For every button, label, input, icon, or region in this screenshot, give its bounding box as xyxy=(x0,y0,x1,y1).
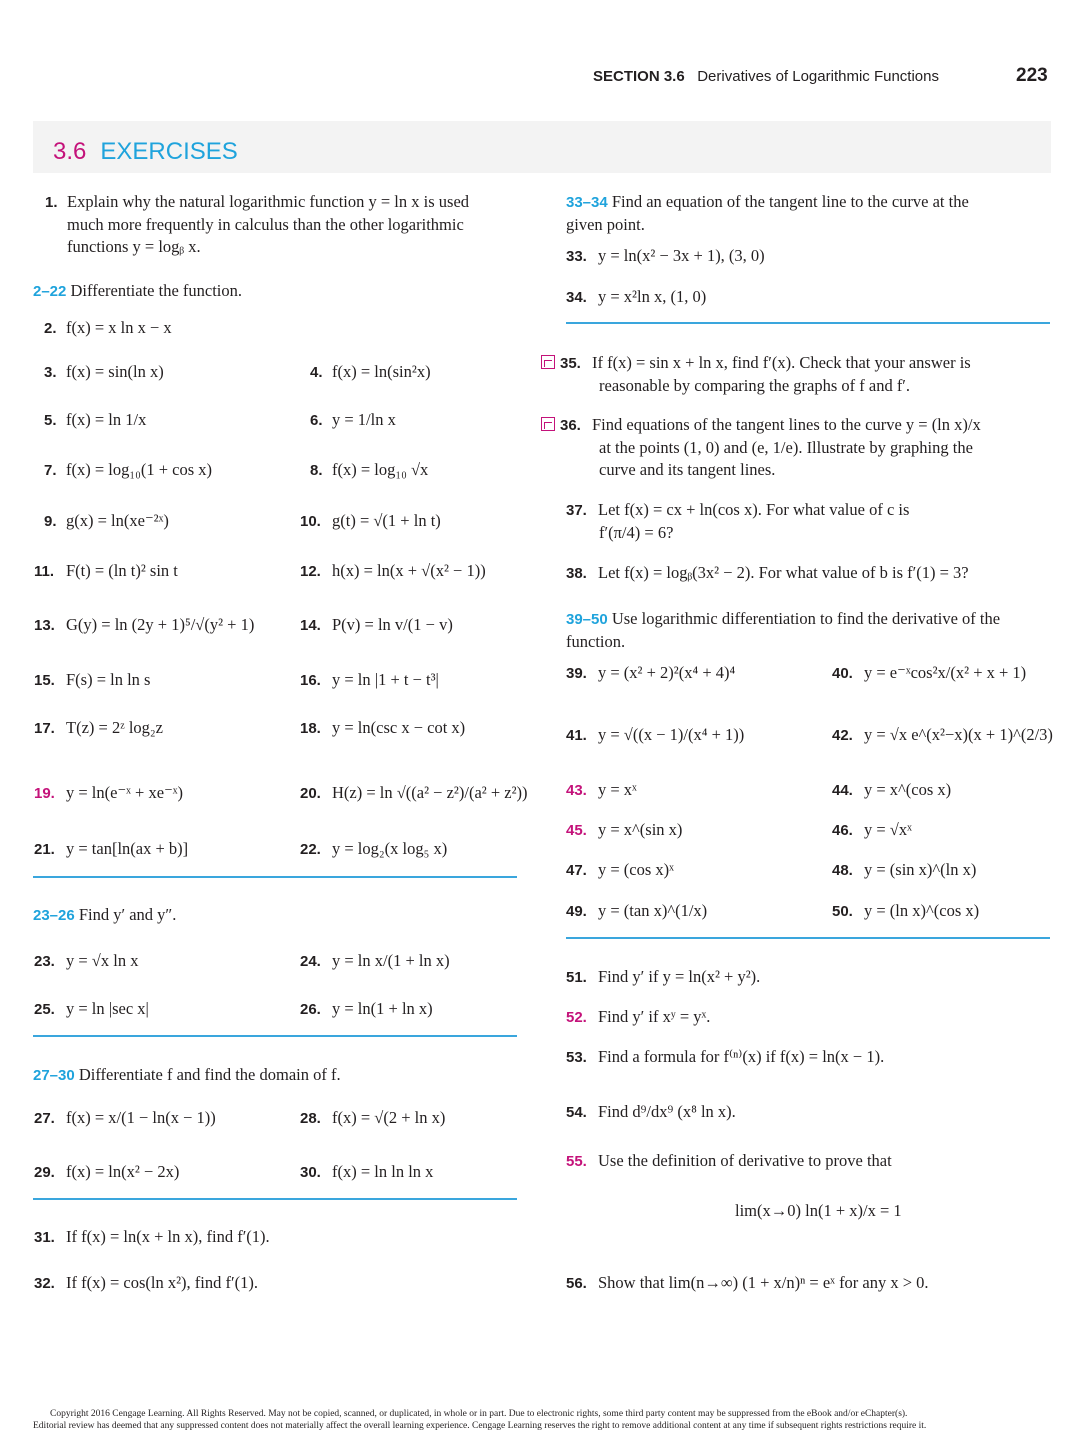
group-instruction: Find an equation of the tangent line to the curve at the xyxy=(611,192,969,211)
exercise-expr: y = e⁻ˣcos²x/(x² + x + 1) xyxy=(864,663,1027,682)
exercise-number: 38. xyxy=(566,565,587,582)
page-number: 223 xyxy=(1016,65,1048,86)
exercise-expr: y = ln(e⁻ˣ + xe⁻ˣ) xyxy=(66,783,184,802)
exercise-number: 15. xyxy=(34,672,55,689)
exercise-42 xyxy=(832,724,1053,747)
exercise-number: 35. xyxy=(560,355,581,372)
exercise-expr: Use the definition of derivative to prove that xyxy=(598,1151,892,1170)
exercise-number: 8. xyxy=(310,462,323,479)
exercise-number: 24. xyxy=(300,953,321,970)
exercise-number: 2. xyxy=(44,320,57,337)
exercise-number: 50. xyxy=(832,903,853,920)
exercise-expr: Find y′ if xʸ = yˣ. xyxy=(598,1007,711,1026)
exercise-14 xyxy=(300,614,453,637)
exercise-text: f′(π/4) = 6? xyxy=(599,523,674,542)
exercise-number: 17. xyxy=(34,720,55,737)
exercise-expr: Find y′ if y = ln(x² + y²). xyxy=(598,967,761,986)
exercise-number: 25. xyxy=(34,1001,55,1018)
exercise-20 xyxy=(300,782,528,805)
exercise-expr: f(x) = log₁₀ √x xyxy=(332,460,429,479)
exercise-number: 21. xyxy=(34,841,55,858)
exercise-number: 6. xyxy=(310,412,323,429)
group-instruction: Differentiate f and find the domain of f. xyxy=(78,1065,341,1084)
exercise-expr: y = x²ln x, (1, 0) xyxy=(598,287,707,306)
exercise-number: 47. xyxy=(566,862,587,879)
exercise-number: 20. xyxy=(300,785,321,802)
group-range: 33–34 xyxy=(566,194,608,211)
exercise-expr: y = √xˣ xyxy=(864,820,912,839)
exercise-expr: y = ln |1 + t − t³| xyxy=(332,670,439,689)
exercise-19 xyxy=(34,782,183,805)
exercise-21 xyxy=(34,838,188,861)
exercise-28 xyxy=(300,1107,445,1130)
section-number: 3.6 xyxy=(53,138,87,165)
exercise-number: 48. xyxy=(832,862,853,879)
exercise-30 xyxy=(300,1161,433,1184)
running-header xyxy=(593,68,939,85)
exercise-34 xyxy=(566,286,706,309)
exercise-expr: T(z) = 2ᶻ log₂z xyxy=(66,718,164,737)
exercise-40 xyxy=(832,662,1026,685)
exercise-32 xyxy=(34,1272,258,1295)
exercise-expr: y = 1/ln x xyxy=(332,410,396,429)
group-range: 39–50 xyxy=(566,611,608,628)
exercise-expr: G(y) = ln (2y + 1)⁵/√(y² + 1) xyxy=(66,615,255,634)
exercise-41 xyxy=(566,724,744,747)
exercise-25 xyxy=(34,998,149,1021)
exercise-number: 11. xyxy=(34,563,55,580)
exercise-number: 52. xyxy=(566,1009,587,1026)
exercise-number: 13. xyxy=(34,617,55,634)
exercise-expr: y = (sin x)^(ln x) xyxy=(864,860,977,879)
exercise-expr: f(x) = log₁₀(1 + cos x) xyxy=(66,460,213,479)
exercise-45 xyxy=(566,819,682,842)
exercise-number: 33. xyxy=(566,248,587,265)
exercise-16 xyxy=(300,669,439,692)
exercise-51 xyxy=(566,966,760,989)
group-heading-27-30 xyxy=(33,1064,341,1087)
exercise-number: 44. xyxy=(832,782,853,799)
exercise-number: 18. xyxy=(300,720,321,737)
exercise-expr: y = x^(sin x) xyxy=(598,820,683,839)
exercise-expr: y = √x ln x xyxy=(66,951,139,970)
exercise-18 xyxy=(300,717,465,740)
exercise-11 xyxy=(34,560,178,583)
exercise-number: 27. xyxy=(34,1110,55,1127)
exercise-39 xyxy=(566,662,735,685)
exercise-37 xyxy=(566,499,909,544)
exercise-text: Explain why the natural logarithmic function y = ln x is used xyxy=(67,192,470,211)
exercise-49 xyxy=(566,900,707,923)
exercise-expr: Show that lim(n→∞) (1 + x/n)ⁿ = eˣ for any x > 0. xyxy=(598,1273,929,1292)
exercise-text: curve and its tangent lines. xyxy=(599,460,776,479)
exercise-number: 10. xyxy=(300,513,321,530)
exercise-number: 40. xyxy=(832,665,853,682)
exercise-expr: F(s) = ln ln s xyxy=(66,670,151,689)
exercise-expr: y = ln(x² − 3x + 1), (3, 0) xyxy=(598,246,765,265)
exercise-expr: y = tan[ln(ax + b)] xyxy=(66,839,189,858)
exercise-number: 22. xyxy=(300,841,321,858)
exercise-number: 45. xyxy=(566,822,587,839)
exercise-56 xyxy=(566,1272,929,1295)
exercise-36 xyxy=(541,414,981,481)
exercise-expr: g(x) = ln(xe⁻²ˣ) xyxy=(66,511,169,530)
exercise-expr: y = xˣ xyxy=(598,780,637,799)
exercise-number: 14. xyxy=(300,617,321,634)
exercise-expr: y = √((x − 1)/(x⁴ + 1)) xyxy=(598,725,745,744)
exercise-10 xyxy=(300,510,441,533)
exercise-number: 19. xyxy=(34,785,55,802)
exercise-number: 54. xyxy=(566,1104,587,1121)
group-range: 27–30 xyxy=(33,1067,75,1084)
exercise-expr: If f(x) = ln(x + ln x), find f′(1). xyxy=(66,1227,270,1246)
divider xyxy=(566,322,1050,324)
exercise-expr: y = log₂(x log₅ x) xyxy=(332,839,448,858)
exercise-expr: f(x) = ln(x² − 2x) xyxy=(66,1162,180,1181)
exercise-number: 1. xyxy=(45,194,58,211)
exercise-number: 26. xyxy=(300,1001,321,1018)
exercise-6 xyxy=(310,409,396,432)
exercise-number: 49. xyxy=(566,903,587,920)
exercise-24 xyxy=(300,950,450,973)
banner-title: EXERCISES xyxy=(100,138,238,165)
group-instruction: given point. xyxy=(566,215,645,234)
exercise-expr: H(z) = ln √((a² − z²)/(a² + z²)) xyxy=(332,783,528,802)
group-heading-39-50 xyxy=(566,608,1000,653)
exercise-expr: f(x) = ln ln ln x xyxy=(332,1162,434,1181)
exercise-number: 43. xyxy=(566,782,587,799)
exercise-expr: If f(x) = cos(ln x²), find f′(1). xyxy=(66,1273,258,1292)
exercise-number: 9. xyxy=(44,513,57,530)
exercise-38 xyxy=(566,562,969,585)
exercise-number: 31. xyxy=(34,1229,55,1246)
exercise-expr: y = ln(csc x − cot x) xyxy=(332,718,466,737)
exercise-4 xyxy=(310,361,431,384)
exercise-expr: f(x) = ln(sin²x) xyxy=(332,362,431,381)
exercise-8 xyxy=(310,459,428,482)
exercise-expr: f(x) = ln 1/x xyxy=(66,410,147,429)
exercise-number: 28. xyxy=(300,1110,321,1127)
group-instruction: Differentiate the function. xyxy=(70,281,243,300)
exercise-expr: Find d⁹/dx⁹ (x⁸ ln x). xyxy=(598,1102,736,1121)
exercise-33 xyxy=(566,245,765,268)
exercise-55 xyxy=(566,1150,892,1173)
exercise-number: 39. xyxy=(566,665,587,682)
exercise-text: at the points (1, 0) and (e, 1/e). Illustrate by graphing the xyxy=(599,438,973,457)
exercise-number: 34. xyxy=(566,289,587,306)
divider xyxy=(566,937,1050,939)
graphing-calculator-icon xyxy=(541,355,555,369)
exercise-number: 3. xyxy=(44,364,57,381)
exercise-expr: y = (cos x)ˣ xyxy=(598,860,674,879)
exercise-number: 7. xyxy=(44,462,57,479)
exercise-number: 16. xyxy=(300,672,321,689)
exercise-7 xyxy=(44,459,212,482)
exercise-number: 55. xyxy=(566,1153,587,1170)
exercise-number: 5. xyxy=(44,412,57,429)
divider xyxy=(33,876,517,878)
group-instruction: Use logarithmic differentiation to find the derivative of the xyxy=(611,609,1001,628)
group-instruction: function. xyxy=(566,632,626,651)
exercise-35 xyxy=(541,352,971,397)
exercise-expr: y = √x e^(x²−x)(x + 1)^(2/3) xyxy=(864,725,1053,744)
exercise-expr: f(x) = x/(1 − ln(x − 1)) xyxy=(66,1108,216,1127)
exercise-23 xyxy=(34,950,138,973)
exercise-expr: y = ln x/(1 + ln x) xyxy=(332,951,450,970)
exercise-27 xyxy=(34,1107,216,1130)
exercise-number: 42. xyxy=(832,727,853,744)
exercise-expr: f(x) = √(2 + ln x) xyxy=(332,1108,446,1127)
exercise-number: 4. xyxy=(310,364,323,381)
exercise-5 xyxy=(44,409,146,432)
exercise-expr: y = x^(cos x) xyxy=(864,780,952,799)
exercise-12 xyxy=(300,560,486,583)
exercise-expr: h(x) = ln(x + √(x² − 1)) xyxy=(332,561,486,580)
exercise-number: 23. xyxy=(34,953,55,970)
group-heading-2-22 xyxy=(33,280,242,303)
exercise-text: reasonable by comparing the graphs of f and f′. xyxy=(599,376,911,395)
exercise-number: 53. xyxy=(566,1049,587,1066)
exercise-expr: F(t) = (ln t)² sin t xyxy=(66,561,178,580)
section-label: SECTION 3.6 xyxy=(593,68,685,85)
exercise-expr: f(x) = x ln x − x xyxy=(66,318,172,337)
exercise-expr: y = (x² + 2)²(x⁴ + 4)⁴ xyxy=(598,663,736,682)
group-heading-23-26 xyxy=(33,904,176,927)
exercise-17 xyxy=(34,717,163,740)
copyright-line-1: Copyright 2016 Cengage Learning. All Rights Reserved. May not be copied, scanned, or duplicated, in whole or in part. Due to electronic rights, some third party content may be suppressed from the eBook and/or eChapter(s). xyxy=(50,1409,908,1419)
exercise-48 xyxy=(832,859,976,882)
group-range: 23–26 xyxy=(33,907,75,924)
exercise-expr: P(v) = ln v/(1 − v) xyxy=(332,615,453,634)
exercise-2 xyxy=(44,317,172,340)
exercise-expr: f(x) = sin(ln x) xyxy=(66,362,164,381)
exercise-expr: y = (ln x)^(cos x) xyxy=(864,901,980,920)
group-range: 2–22 xyxy=(33,283,67,300)
group-heading-33-34 xyxy=(566,191,969,236)
exercise-expr: g(t) = √(1 + ln t) xyxy=(332,511,441,530)
group-instruction: Find y′ and y″. xyxy=(78,905,177,924)
exercise-text: functions y = logᵦ x. xyxy=(67,237,201,256)
exercise-13 xyxy=(34,614,254,637)
exercise-50 xyxy=(832,900,979,923)
exercise-text: Let f(x) = cx + ln(cos x). For what value of c is xyxy=(598,500,910,519)
exercise-number: 30. xyxy=(300,1164,321,1181)
exercise-number: 32. xyxy=(34,1275,55,1292)
exercise-number: 12. xyxy=(300,563,321,580)
exercise-1 xyxy=(45,191,469,258)
divider xyxy=(33,1198,517,1200)
exercise-expr: Find a formula for f⁽ⁿ⁾(x) if f(x) = ln(x − 1). xyxy=(598,1047,885,1066)
exercise-22 xyxy=(300,838,447,861)
exercise-52 xyxy=(566,1006,710,1029)
exercise-26 xyxy=(300,998,433,1021)
exercise-number: 56. xyxy=(566,1275,587,1292)
exercises-title xyxy=(53,138,238,166)
exercise-15 xyxy=(34,669,150,692)
exercise-text: much more frequently in calculus than the other logarithmic xyxy=(67,215,464,234)
exercise-number: 41. xyxy=(566,727,587,744)
exercise-53 xyxy=(566,1046,884,1069)
exercise-number: 51. xyxy=(566,969,587,986)
exercise-number: 46. xyxy=(832,822,853,839)
exercise-expr: y = ln(1 + ln x) xyxy=(332,999,433,1018)
exercise-number: 37. xyxy=(566,502,587,519)
exercise-47 xyxy=(566,859,674,882)
exercise-54 xyxy=(566,1101,736,1124)
copyright-line-2: Editorial review has deemed that any suppressed content does not materially affect the overall learning experience. Cengage Learning reserves the right to remove additional content at any time if subsequent rights restrictions require it. xyxy=(33,1421,927,1431)
exercise-9 xyxy=(44,510,169,533)
exercise-55-limit: lim(x→0) ln(1 + x)/x = 1 xyxy=(735,1201,902,1220)
graphing-calculator-icon xyxy=(541,417,555,431)
exercise-text: Find equations of the tangent lines to the curve y = (ln x)/x xyxy=(592,415,981,434)
section-title: Derivatives of Logarithmic Functions xyxy=(697,68,939,85)
exercise-expr: y = ln |sec x| xyxy=(66,999,149,1018)
exercise-3 xyxy=(44,361,164,384)
exercise-44 xyxy=(832,779,951,802)
exercise-number: 29. xyxy=(34,1164,55,1181)
exercise-expr: Let f(x) = logᵦ(3x² − 2). For what value of b is f′(1) = 3? xyxy=(598,563,969,582)
divider xyxy=(33,1035,517,1037)
exercise-31 xyxy=(34,1226,270,1249)
exercise-expr: y = (tan x)^(1/x) xyxy=(598,901,708,920)
exercise-number: 36. xyxy=(560,417,581,434)
exercise-29 xyxy=(34,1161,179,1184)
exercise-43 xyxy=(566,779,637,802)
exercise-text: If f(x) = sin x + ln x, find f′(x). Check that your answer is xyxy=(592,353,971,372)
exercise-46 xyxy=(832,819,912,842)
